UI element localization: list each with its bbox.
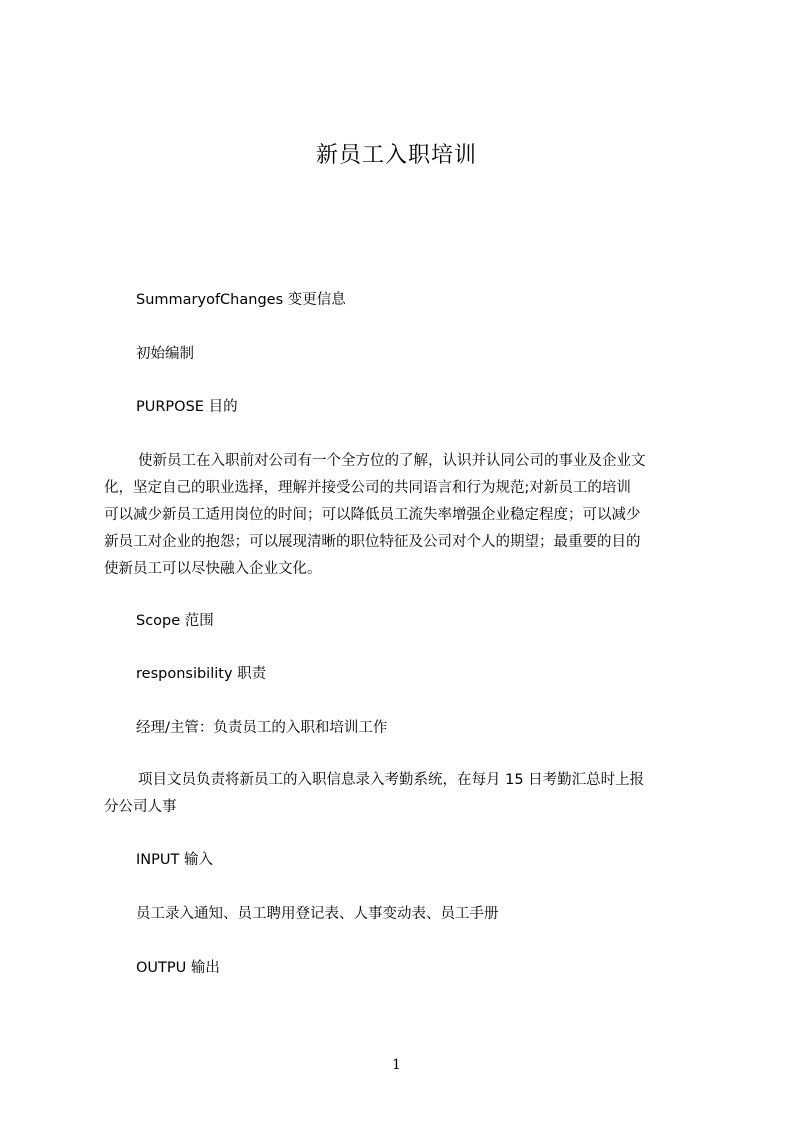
page-number: 1 xyxy=(392,1057,401,1073)
output-heading: OUTPU 输出 xyxy=(136,960,220,976)
initial-draft-text: 初始编制 xyxy=(136,346,194,362)
document-title: 新员工入职培训 xyxy=(315,143,477,168)
manager-duty-text: 经理/主管：负责员工的入职和培训工作 xyxy=(136,720,388,736)
input-heading: INPUT 输入 xyxy=(136,852,213,868)
purpose-heading: PURPOSE 目的 xyxy=(136,399,238,415)
purpose-line: 使新员工在入职前对公司有一个全方位的了解，认识并认同公司的事业及企业文 xyxy=(138,453,646,469)
clerk-duty-paragraph xyxy=(104,767,704,821)
summary-heading: SummaryofChanges 变更信息 xyxy=(136,292,346,308)
responsibility-heading: responsibility 职责 xyxy=(136,666,267,682)
purpose-line: 可以减少新员工适用岗位的时间；可以降低员工流失率增强企业稳定程度；可以减少 xyxy=(104,507,641,523)
purpose-paragraph xyxy=(104,448,704,583)
purpose-line: 新员工对企业的抱怨；可以展现清晰的职位特征及公司对个人的期望；最重要的目的 xyxy=(104,534,641,550)
scope-heading: Scope 范围 xyxy=(136,613,214,629)
purpose-line: 化，坚定自己的职业选择，理解并接受公司的共同语言和行为规范;对新员工的培训 xyxy=(104,480,631,496)
input-items-text: 员工录入通知、员工聘用登记表、人事变动表、员工手册 xyxy=(136,906,499,922)
clerk-duty-line: 分公司人事 xyxy=(104,799,177,815)
clerk-duty-line: 项目文员负责将新员工的入职信息录入考勤系统，在每月 15 日考勤汇总时上报 xyxy=(138,772,645,788)
purpose-line: 使新员工可以尽快融入企业文化。 xyxy=(104,561,322,577)
